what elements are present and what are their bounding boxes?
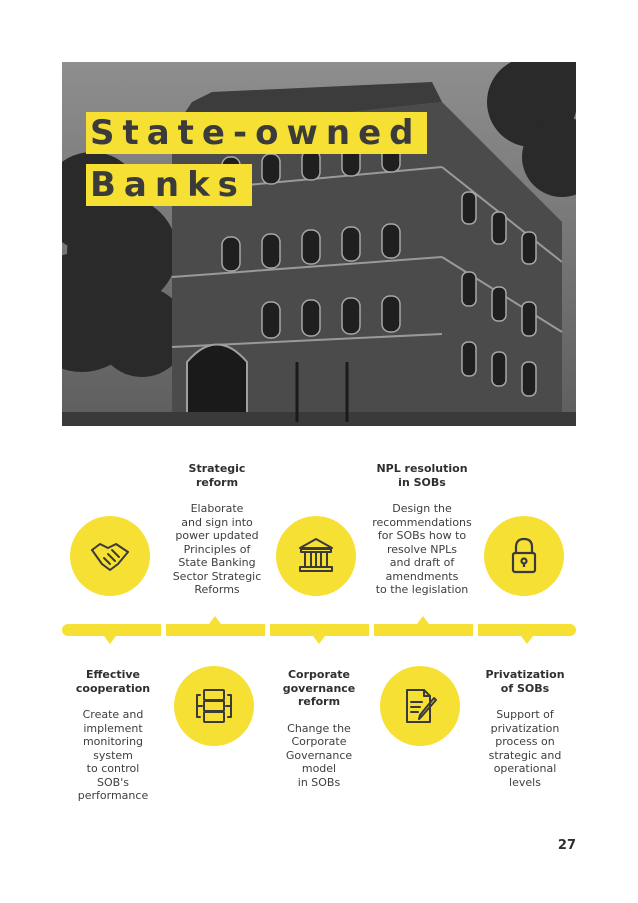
timeline-pointer-down	[521, 636, 533, 644]
effective-cooperation-heading: Effective cooperation	[75, 668, 151, 695]
corporate-governance-text: Change the Corporate Governance model in SOBs	[285, 721, 353, 789]
padlock-icon	[502, 534, 546, 578]
title-line-1: State-owned	[86, 112, 427, 154]
npl-resolution-heading: NPL resolution in SOBs	[376, 462, 468, 489]
page-number: 27	[557, 838, 576, 853]
timeline-pointer-down	[313, 636, 325, 644]
cooperation-circle	[70, 516, 150, 596]
strategic-circle	[174, 666, 254, 746]
effective-cooperation-text: Create and implement monitoring system to control SOB's performance	[77, 708, 149, 802]
privatization-heading: Privatization of SOBs	[485, 668, 565, 695]
title-line-2: Banks	[86, 164, 252, 206]
timeline-segment-1	[62, 624, 161, 636]
timeline-segment-4	[374, 624, 473, 636]
npl-circle	[380, 666, 460, 746]
timeline-segment-5	[478, 624, 576, 636]
privatization-circle	[484, 516, 564, 596]
bank-building-icon	[294, 534, 338, 578]
handshake-icon	[88, 534, 132, 578]
timeline-pointer-up	[209, 616, 221, 624]
corporate-circle	[276, 516, 356, 596]
timeline-segment-3	[270, 624, 369, 636]
strategic-reform-block	[162, 462, 272, 597]
corporate-governance-block	[264, 668, 374, 789]
privatization-block	[470, 668, 580, 789]
timeline-segment-2	[166, 624, 265, 636]
timeline-pointer-down	[104, 636, 116, 644]
strategic-reform-text: Elaborate and sign into power updated Principles of State Banking Sector Strategic Reforms	[172, 502, 262, 596]
corporate-governance-heading: Corporate governance reform	[282, 668, 356, 708]
timeline-pointer-up	[417, 616, 429, 624]
effective-cooperation-block	[58, 668, 168, 803]
npl-resolution-block	[367, 462, 477, 597]
npl-resolution-text: Design the recommendations for SOBs how to resolve NPLs and draft of amendments to the legislation	[372, 502, 472, 596]
privatization-text: Support of privatization process on strategic and operational levels	[488, 708, 562, 789]
document-pen-icon	[398, 684, 442, 728]
documents-exchange-icon	[192, 684, 236, 728]
strategic-reform-heading: Strategic reform	[188, 462, 246, 489]
